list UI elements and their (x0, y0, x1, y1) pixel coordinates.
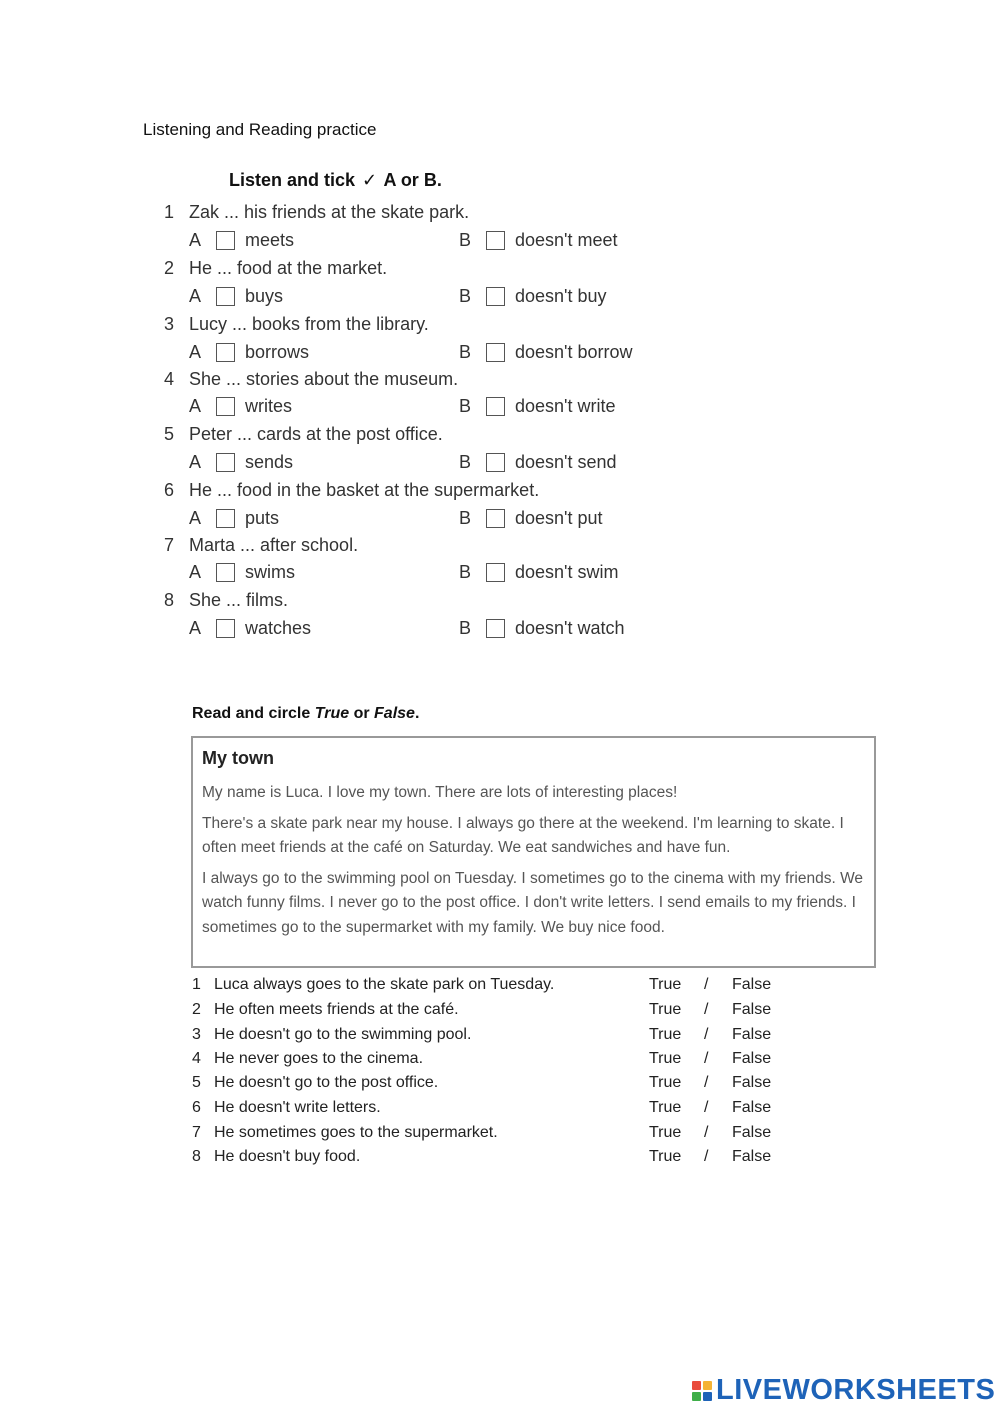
option-text: doesn't put (515, 508, 603, 528)
reading-paragraph-1: My name is Luca. I love my town. There are lots of interesting places! (202, 784, 678, 801)
option-text: doesn't watch (515, 618, 625, 638)
false-option[interactable]: False (732, 1001, 772, 1018)
option-letter: A (189, 452, 202, 472)
question-text: She ... stories about the museum. (189, 369, 459, 389)
option-letter: A (189, 618, 202, 638)
option-letter: A (189, 230, 202, 250)
slash-separator: / (704, 1148, 709, 1165)
option-b (459, 452, 617, 473)
reading-heading-true: True (314, 705, 350, 722)
page-title: Listening and Reading practice (143, 120, 377, 139)
question-text: She ... films. (189, 590, 289, 610)
statement-row-7 (192, 1124, 792, 1146)
statement-number: 5 (192, 1074, 201, 1091)
option-text: puts (245, 508, 280, 528)
question-text: Peter ... cards at the post office. (189, 424, 443, 444)
checkbox-6b[interactable] (486, 509, 505, 528)
false-option[interactable]: False (732, 1026, 772, 1043)
checkbox-2a[interactable] (216, 287, 235, 306)
option-b (459, 396, 616, 417)
option-letter: A (189, 342, 202, 362)
question-text: Zak ... his friends at the skate park. (189, 202, 470, 222)
option-text: swims (245, 562, 295, 582)
statement-text: He never goes to the cinema. (214, 1050, 424, 1067)
statement-number: 8 (192, 1148, 201, 1165)
question-3 (164, 314, 429, 335)
option-letter: A (189, 396, 202, 416)
options-row-7 (189, 562, 659, 586)
checkbox-2b[interactable] (486, 287, 505, 306)
options-row-6 (189, 508, 659, 532)
option-a (189, 452, 293, 473)
question-6 (164, 480, 539, 501)
statement-row-4 (192, 1050, 792, 1072)
option-b (459, 342, 633, 363)
question-number: 6 (164, 480, 175, 500)
option-letter: B (459, 508, 472, 528)
option-text: doesn't send (515, 452, 617, 472)
listening-heading-choice: A or B. (383, 170, 442, 190)
statement-text: He sometimes goes to the supermarket. (214, 1124, 498, 1141)
reading-heading (192, 705, 419, 723)
option-text: watches (245, 618, 312, 638)
option-a (189, 508, 279, 529)
option-b (459, 230, 618, 251)
question-number: 1 (164, 202, 175, 222)
false-option[interactable]: False (732, 1099, 772, 1116)
true-option[interactable]: True (649, 1074, 682, 1091)
true-option[interactable]: True (649, 1099, 682, 1116)
options-row-2 (189, 286, 659, 310)
option-a (189, 618, 311, 639)
true-option[interactable]: True (649, 1001, 682, 1018)
option-text: doesn't buy (515, 286, 607, 306)
slash-separator: / (704, 1074, 709, 1091)
option-letter: B (459, 286, 472, 306)
statement-text: He doesn't buy food. (214, 1148, 361, 1165)
option-letter: B (459, 618, 472, 638)
question-text: He ... food at the market. (189, 258, 388, 278)
listening-heading (229, 170, 442, 191)
statement-text: Luca always goes to the skate park on Tuesday. (214, 976, 555, 993)
option-a (189, 396, 292, 417)
reading-text-box (191, 736, 876, 968)
slash-separator: / (704, 976, 709, 993)
option-letter: A (189, 286, 202, 306)
question-7 (164, 535, 358, 556)
statement-text: He often meets friends at the café. (214, 1001, 459, 1018)
option-text: doesn't write (515, 396, 616, 416)
question-2 (164, 258, 387, 279)
question-8 (164, 590, 288, 611)
option-text: buys (245, 286, 284, 306)
option-a (189, 342, 309, 363)
option-text: doesn't meet (515, 230, 618, 250)
checkbox-8b[interactable] (486, 619, 505, 638)
option-b (459, 562, 618, 583)
option-b (459, 508, 603, 529)
option-text: borrows (245, 342, 310, 362)
question-text: He ... food in the basket at the supermarket. (189, 480, 540, 500)
options-row-8 (189, 618, 659, 642)
true-option[interactable]: True (649, 1026, 682, 1043)
true-option[interactable]: True (649, 1050, 682, 1067)
tick-icon: ✓ (362, 170, 378, 190)
checkbox-3a[interactable] (216, 343, 235, 362)
liveworksheets-logo-text: LIVEWORKSHEETS (716, 1374, 996, 1406)
statement-number: 1 (192, 976, 201, 993)
slash-separator: / (704, 1124, 709, 1141)
question-number: 4 (164, 369, 175, 389)
reading-text-title: My town (202, 748, 274, 768)
slash-separator: / (704, 1026, 709, 1043)
statement-number: 7 (192, 1124, 201, 1141)
option-letter: B (459, 396, 472, 416)
statement-text: He doesn't go to the post office. (214, 1074, 439, 1091)
reading-paragraph-3: I always go to the swimming pool on Tuesday. I sometimes go to the cinema with my friends. We watch funny films. I never go to the post office. I don't write letters. I send emails to my friends. I sometimes go to the supermarket with my family. We buy nice food. (202, 869, 864, 936)
slash-separator: / (704, 1001, 709, 1018)
true-option[interactable]: True (649, 1124, 682, 1141)
reading-paragraph-2: There's a skate park near my house. I always go there at the weekend. I'm learning to skate. I often meet friends at the café on Saturday. We eat sandwiches and have fun. (202, 814, 844, 856)
checkbox-5b[interactable] (486, 453, 505, 472)
question-number: 2 (164, 258, 175, 278)
reading-heading-text: Read and circle (192, 705, 311, 722)
checkbox-3b[interactable] (486, 343, 505, 362)
option-text: doesn't borrow (515, 342, 633, 362)
question-text: Marta ... after school. (189, 535, 359, 555)
question-number: 8 (164, 590, 175, 610)
checkbox-4a[interactable] (216, 397, 235, 416)
checkbox-7a[interactable] (216, 563, 235, 582)
listening-heading-text: Listen and tick (229, 170, 356, 190)
checkbox-7b[interactable] (486, 563, 505, 582)
question-text: Lucy ... books from the library. (189, 314, 429, 334)
false-option[interactable]: False (732, 976, 772, 993)
question-number: 7 (164, 535, 175, 555)
question-4 (164, 369, 458, 390)
options-row-5 (189, 452, 659, 476)
false-option[interactable]: False (732, 1050, 772, 1067)
option-letter: B (459, 342, 472, 362)
reading-heading-period: . (414, 705, 420, 722)
option-b (459, 618, 625, 639)
option-a (189, 562, 295, 583)
reading-heading-false: False (374, 705, 415, 722)
option-a (189, 230, 294, 251)
option-text: meets (245, 230, 295, 250)
options-row-3 (189, 342, 659, 366)
statement-row-6 (192, 1099, 792, 1121)
statement-number: 3 (192, 1026, 201, 1043)
option-letter: A (189, 508, 202, 528)
checkbox-5a[interactable] (216, 453, 235, 472)
statement-number: 4 (192, 1050, 201, 1067)
statement-row-3 (192, 1026, 792, 1048)
true-option[interactable]: True (649, 976, 682, 993)
checkbox-6a[interactable] (216, 509, 235, 528)
question-5 (164, 424, 443, 445)
option-text: sends (245, 452, 294, 472)
checkbox-8a[interactable] (216, 619, 235, 638)
liveworksheets-logo (692, 1374, 995, 1407)
true-option[interactable]: True (649, 1148, 682, 1165)
question-1 (164, 202, 469, 223)
false-option[interactable]: False (732, 1124, 772, 1141)
option-a (189, 286, 283, 307)
option-letter: B (459, 452, 472, 472)
statement-row-8 (192, 1148, 792, 1170)
option-letter: B (459, 562, 472, 582)
option-letter: B (459, 230, 472, 250)
option-b (459, 286, 607, 307)
statement-row-2 (192, 1001, 792, 1023)
checkbox-1b[interactable] (486, 231, 505, 250)
question-number: 5 (164, 424, 175, 444)
false-option[interactable]: False (732, 1148, 772, 1165)
statement-row-5 (192, 1074, 792, 1096)
liveworksheets-logo-icon (692, 1381, 712, 1401)
statement-text: He doesn't write letters. (214, 1099, 381, 1116)
statement-row-1 (192, 976, 792, 998)
reading-heading-or: or (353, 705, 370, 722)
slash-separator: / (704, 1050, 709, 1067)
statement-number: 6 (192, 1099, 201, 1116)
checkbox-1a[interactable] (216, 231, 235, 250)
slash-separator: / (704, 1099, 709, 1116)
question-number: 3 (164, 314, 175, 334)
option-text: doesn't swim (515, 562, 619, 582)
options-row-4 (189, 396, 659, 420)
option-text: writes (245, 396, 293, 416)
option-letter: A (189, 562, 202, 582)
false-option[interactable]: False (732, 1074, 772, 1091)
statement-text: He doesn't go to the swimming pool. (214, 1026, 472, 1043)
statement-number: 2 (192, 1001, 201, 1018)
checkbox-4b[interactable] (486, 397, 505, 416)
options-row-1 (189, 230, 659, 254)
